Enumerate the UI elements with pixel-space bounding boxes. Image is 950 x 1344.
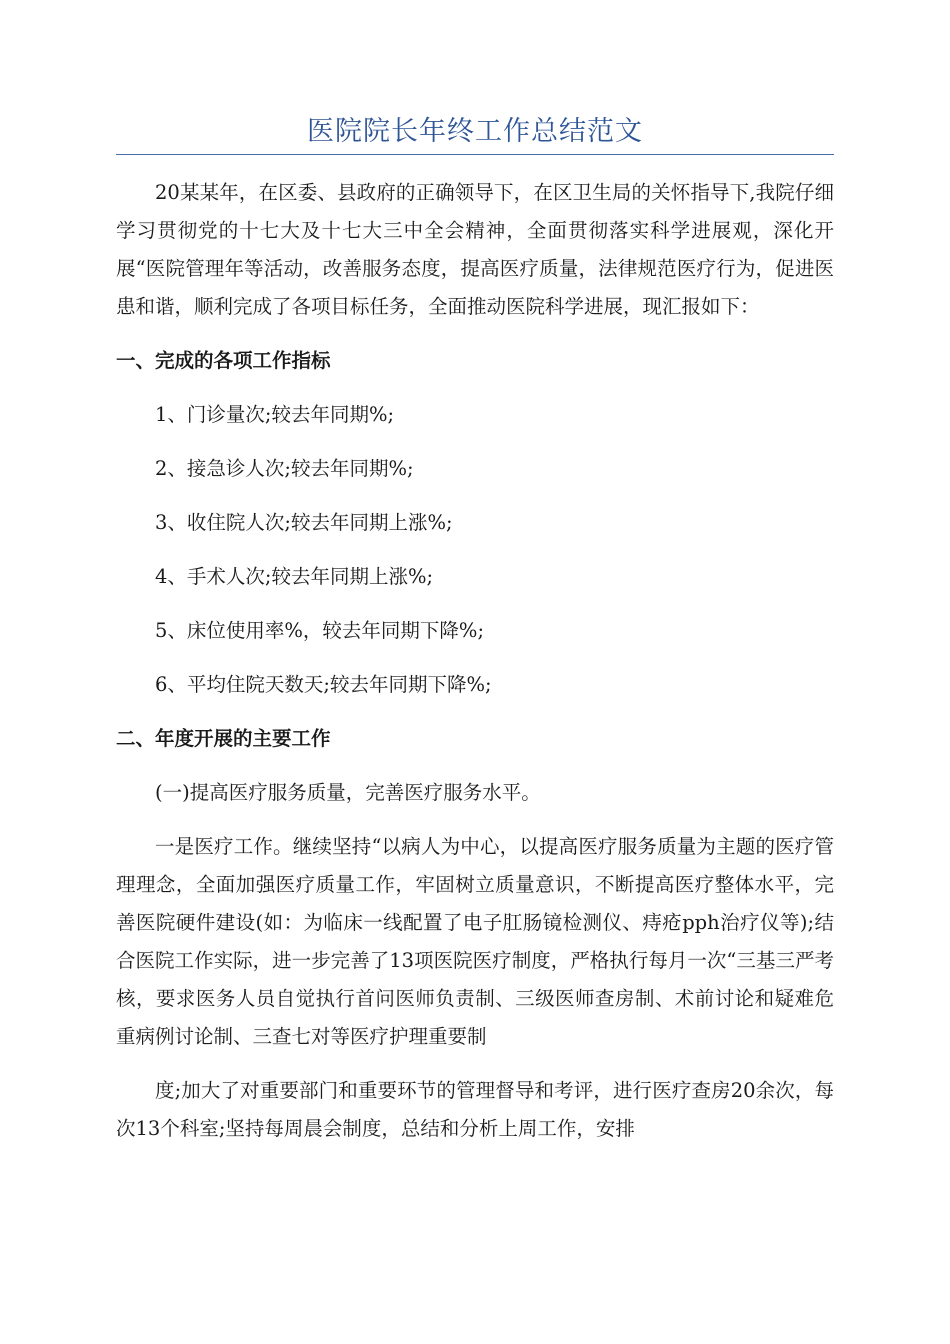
- list-item: 3、收住院人次;较去年同期上涨%;: [155, 511, 453, 534]
- list-item: 5、床位使用率%，较去年同期下降%;: [155, 619, 485, 642]
- section-2-heading: 二、年度开展的主要工作: [116, 727, 331, 750]
- list-item: 6、平均住院天数天;较去年同期下降%;: [155, 673, 492, 696]
- title-underline: [116, 154, 834, 155]
- document-title: 医院院长年终工作总结范文: [307, 116, 643, 147]
- continuation-paragraph: 度;加大了对重要部门和重要环节的管理督导和考评，进行医疗查房20余次，每次13个科室;坚持每周晨会制度，总结和分析上周工作，安排: [116, 1079, 834, 1140]
- list-item: 2、接急诊人次;较去年同期%;: [155, 457, 414, 480]
- list-item: 4、手术人次;较去年同期上涨%;: [155, 565, 434, 588]
- list-item: 1、门诊量次;较去年同期%;: [155, 403, 395, 426]
- document-body: [116, 174, 834, 1164]
- medical-work-paragraph: 一是医疗工作。继续坚持“以病人为中心，以提高医疗服务质量为主题的医疗管理理念，全面加强医疗质量工作，牢固树立质量意识，不断提高医疗整体水平，完善医院硬件建设(如：为临床一线配置了电子肛肠镜检测仪、痔疮pph治疗仪等);结合医院工作实际，进一步完善了13项医院医疗制度，严格执行每月一次“三基三严考核，要求医务人员自觉执行首问医师负责制、三级医师查房制、术前讨论和疑难危重病例讨论制、三查七对等医疗护理重要制: [116, 835, 834, 1048]
- intro-paragraph: 20某某年，在区委、县政府的正确领导下，在区卫生局的关怀指导下,我院仔细学习贯彻党的十七大及十七大三中全会精神，全面贯彻落实科学进展观，深化开展“医院管理年等活动，改善服务态度，提高医疗质量，法律规范医疗行为，促进医患和谐，顺利完成了各项目标任务，全面推动医院科学进展，现汇报如下：: [116, 181, 834, 318]
- section-1-heading: 一、完成的各项工作指标: [116, 349, 331, 372]
- section-2-subheading: (一)提高医疗服务质量，完善医疗服务水平。: [155, 781, 541, 804]
